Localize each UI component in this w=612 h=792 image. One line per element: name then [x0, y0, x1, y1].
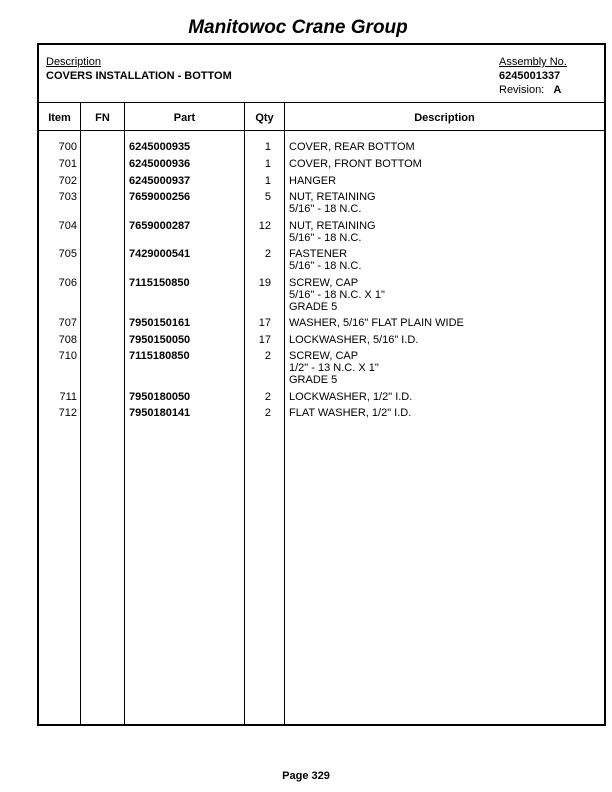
revision-line: [499, 83, 567, 97]
description-line: SCREW, CAP: [289, 277, 359, 289]
table-row: [39, 141, 604, 158]
table-row: [39, 407, 604, 423]
part-description: [289, 391, 599, 403]
description-line: FASTENER: [289, 248, 348, 260]
item-number: 708: [58, 334, 77, 346]
quantity: 1: [264, 175, 271, 187]
part-number: 7659000287: [129, 220, 191, 232]
parts-table-body: [39, 141, 604, 423]
part-description: [289, 277, 599, 313]
part-description: [289, 317, 599, 329]
description-label: Description: [46, 56, 102, 68]
description-line: COVER, REAR BOTTOM: [289, 141, 415, 153]
table-row: [39, 191, 604, 220]
table-row: [39, 277, 604, 317]
parts-list-frame: [37, 43, 606, 726]
column-header-item: Item: [48, 112, 71, 124]
quantity: 17: [258, 317, 271, 329]
part-description: [289, 407, 599, 419]
table-row: [39, 334, 604, 350]
part-number: 7115180850: [129, 350, 190, 362]
quantity: 19: [258, 277, 271, 289]
part-number: 6245000935: [129, 141, 191, 153]
part-number: 7429000541: [129, 248, 191, 260]
description-line: NUT, RETAINING: [289, 191, 376, 203]
item-number: 707: [58, 317, 77, 329]
column-header-qty: Qty: [255, 112, 274, 124]
description-line: 1/2" - 13 N.C. X 1": [289, 362, 379, 374]
part-number: 7115150850: [129, 277, 190, 289]
table-row: [39, 350, 604, 391]
part-description: [289, 141, 599, 153]
part-description: [289, 350, 599, 386]
part-description: [289, 220, 599, 244]
part-number: 7950150050: [129, 334, 191, 346]
item-number: 700: [58, 141, 77, 153]
quantity: 2: [264, 248, 271, 260]
description-header: [46, 55, 232, 83]
page-number: Page 329: [282, 770, 330, 782]
assembly-header: [499, 55, 567, 97]
part-number: 7659000256: [129, 191, 191, 203]
item-number: 706: [58, 277, 77, 289]
description-line: LOCKWASHER, 5/16" I.D.: [289, 334, 419, 346]
revision-value: A: [553, 84, 562, 96]
page-title: Manitowoc Crane Group: [188, 17, 408, 38]
item-number: 710: [58, 350, 77, 362]
part-number: 7950180141: [129, 407, 191, 419]
item-number: 711: [59, 391, 77, 403]
table-row: [39, 158, 604, 175]
item-number: 712: [58, 407, 77, 419]
description-value: COVERS INSTALLATION - BOTTOM: [46, 70, 232, 82]
description-line: HANGER: [289, 175, 337, 187]
part-description: [289, 248, 599, 272]
table-row: [39, 317, 604, 334]
revision-label: Revision:: [499, 84, 545, 96]
column-header-fn: FN: [95, 112, 110, 124]
quantity: 2: [264, 407, 271, 419]
part-number: 6245000936: [129, 158, 191, 170]
part-number: 7950180050: [129, 391, 191, 403]
part-number: 6245000937: [129, 175, 191, 187]
description-line: 5/16" - 18 N.C. X 1": [289, 289, 385, 301]
description-line: 5/16" - 18 N.C.: [289, 260, 362, 272]
item-number: 703: [58, 191, 77, 203]
item-number: 701: [58, 158, 77, 170]
quantity: 12: [258, 220, 271, 232]
part-description: [289, 175, 599, 187]
table-row: [39, 391, 604, 407]
column-header-description: Description: [414, 112, 475, 124]
quantity: 1: [264, 141, 271, 153]
description-line: 5/16" - 18 N.C.: [289, 232, 362, 244]
column-header-part: Part: [173, 112, 196, 124]
quantity: 5: [264, 191, 271, 203]
description-line: 5/16" - 18 N.C.: [289, 203, 362, 215]
quantity: 2: [264, 350, 271, 362]
description-line: FLAT WASHER, 1/2" I.D.: [289, 407, 412, 419]
part-description: [289, 191, 599, 215]
description-line: COVER, FRONT BOTTOM: [289, 158, 422, 170]
item-number: 704: [58, 220, 77, 232]
description-line: GRADE 5: [289, 301, 338, 313]
description-line: NUT, RETAINING: [289, 220, 376, 232]
description-line: SCREW, CAP: [289, 350, 359, 362]
description-line: WASHER, 5/16" FLAT PLAIN WIDE: [289, 317, 464, 329]
description-line: GRADE 5: [289, 374, 338, 386]
assembly-label: Assembly No.: [499, 56, 567, 68]
part-number: 7950150161: [129, 317, 191, 329]
item-number: 705: [58, 248, 77, 260]
assembly-number: 6245001337: [499, 70, 561, 82]
table-row: [39, 220, 604, 248]
description-line: LOCKWASHER, 1/2" I.D.: [289, 391, 413, 403]
quantity: 2: [264, 391, 271, 403]
part-description: [289, 334, 599, 346]
quantity: 17: [258, 334, 271, 346]
item-number: 702: [58, 175, 77, 187]
part-description: [289, 158, 599, 170]
table-row: [39, 175, 604, 191]
table-row: [39, 248, 604, 277]
quantity: 1: [264, 158, 271, 170]
